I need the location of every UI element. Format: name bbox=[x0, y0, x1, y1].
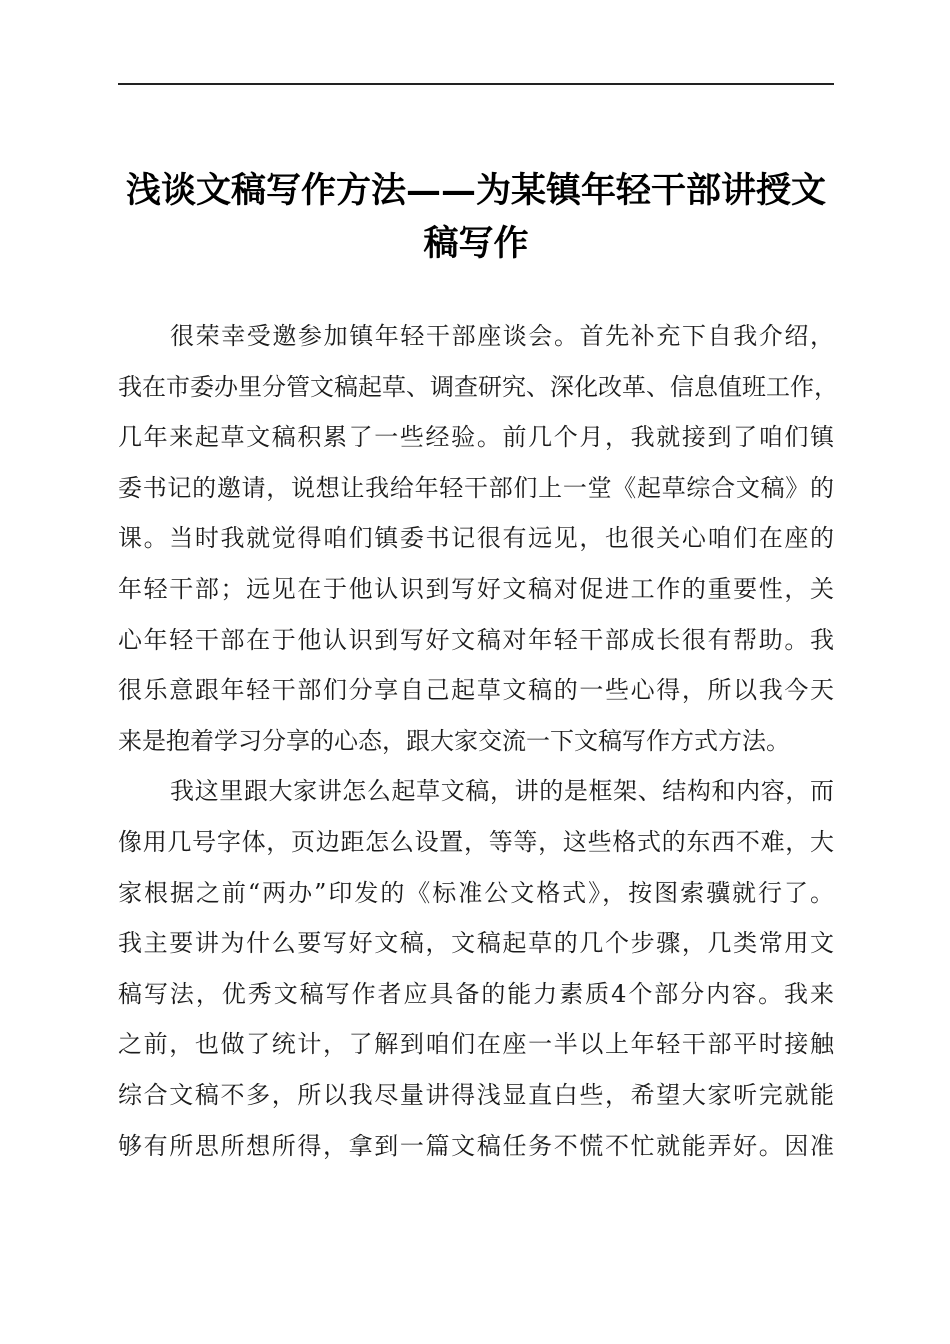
text-line: 够有所思所想所得，拿到一篇文稿任务不慌不忙就能弄好。因准 bbox=[118, 1131, 834, 1160]
text-line: 我这里跟大家讲怎么起草文稿，讲的是框架、结构和内容，而 bbox=[170, 777, 834, 806]
text-line: 家根据之前“两办”印发的《标准公文格式》，按图索骥就行了。 bbox=[118, 878, 834, 907]
text-line: 心年轻干部在于他认识到写好文稿对年轻干部成长很有帮助。我 bbox=[118, 625, 834, 654]
text-line: 像用几号字体，页边距怎么设置，等等，这些格式的东西不难，大 bbox=[118, 827, 834, 856]
text-line: 很荣幸受邀参加镇年轻干部座谈会。首先补充下自我介绍， bbox=[170, 322, 834, 350]
text-line: 来是抱着学习分享的心态，跟大家交流一下文稿写作方式方法。 bbox=[118, 726, 790, 755]
document-body bbox=[118, 314, 838, 1174]
text-line: 几年来起草文稿积累了一些经验。前几个月，我就接到了咱们镇 bbox=[118, 423, 834, 452]
title-line-2: 稿写作 bbox=[423, 223, 529, 264]
text-line: 我主要讲为什么要写好文稿，文稿起草的几个步骤，几类常用文 bbox=[118, 929, 834, 958]
header-rule bbox=[118, 83, 834, 85]
text-line: 之前，也做了统计，了解到咱们在座一半以上年轻干部平时接触 bbox=[118, 1030, 834, 1059]
text-line: 年轻干部；远见在于他认识到写好文稿对促进工作的重要性，关 bbox=[118, 574, 834, 603]
text-line: 稿写法，优秀文稿写作者应具备的能力素质4个部分内容。我来 bbox=[118, 979, 834, 1008]
text-line: 我在市委办里分管文稿起草、调查研究、深化改革、信息值班工作， bbox=[118, 372, 838, 401]
text-line: 课。当时我就觉得咱们镇委书记很有远见，也很关心咱们在座的 bbox=[118, 524, 834, 553]
text-line: 综合文稿不多，所以我尽量讲得浅显直白些，希望大家听完就能 bbox=[118, 1080, 834, 1109]
paragraph-1 bbox=[118, 314, 838, 769]
text-line: 很乐意跟年轻干部们分享自己起草文稿的一些心得，所以我今天 bbox=[118, 676, 834, 705]
title-line-1: 浅谈文稿写作方法——为某镇年轻干部讲授文 bbox=[125, 170, 826, 211]
paragraph-2 bbox=[118, 769, 834, 1174]
document-title bbox=[118, 164, 834, 270]
text-line: 委书记的邀请，说想让我给年轻干部们上一堂《起草综合文稿》的 bbox=[118, 473, 834, 502]
